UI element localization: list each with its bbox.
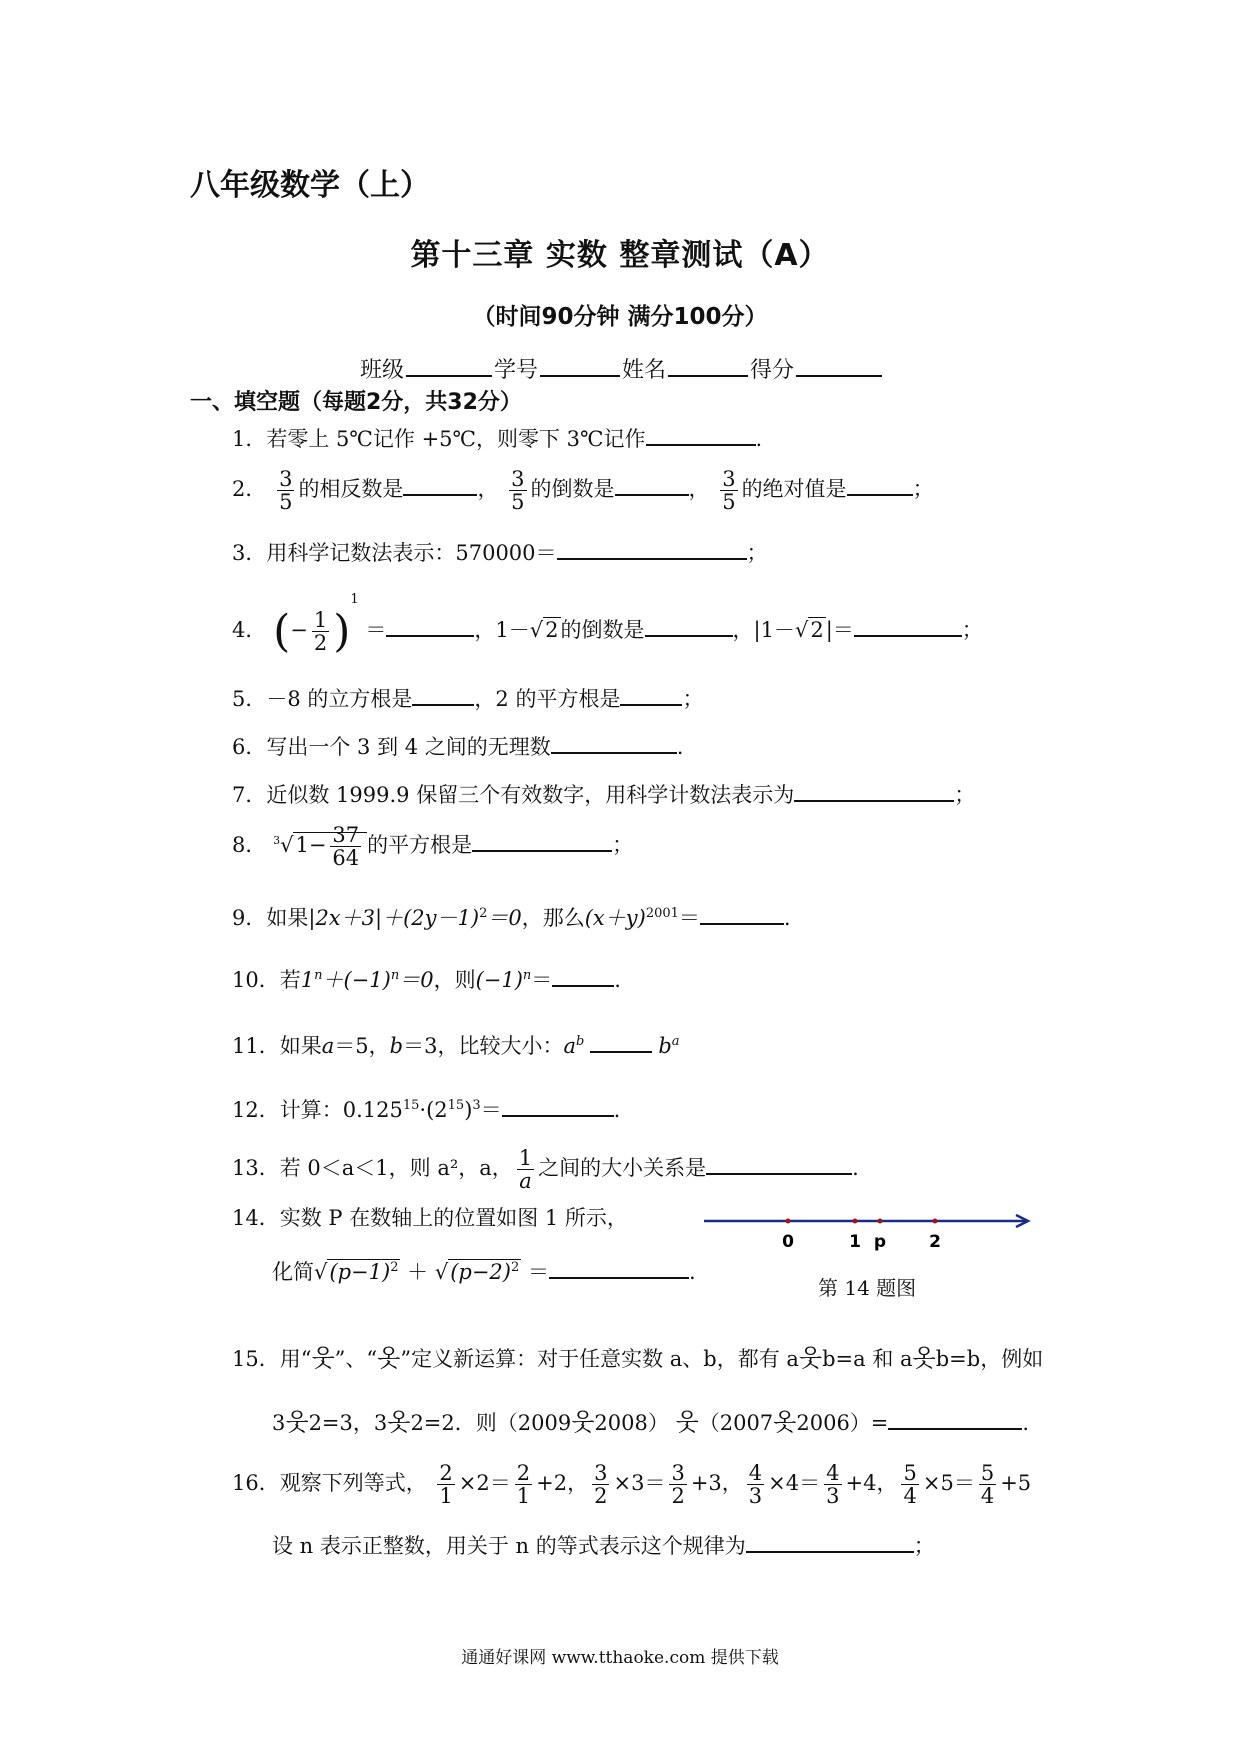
tick-p (878, 1219, 883, 1224)
question-13: 13．若 0＜a＜1，则 a²，a， $\frac{1}{a}$ 之间的大小关系是 . (232, 1146, 859, 1194)
question-11-text: 11．如果 (232, 1034, 322, 1058)
question-14 (232, 1202, 628, 1232)
question-14-text: 14．实数 P 在数轴上的位置如图 1 所示， (232, 1206, 628, 1230)
stick-figure-icon: 옷 (773, 1408, 797, 1436)
question-1: 1．若零上 5℃记作 +5℃，则零下 3℃记作 . (232, 423, 762, 453)
question-6: 6．写出一个 3 到 4 之间的无理数 . (232, 731, 683, 761)
question-11: 11．如果a＝5，b＝3，比较大小：$a^b$ $b^a$ (232, 1030, 680, 1060)
q15-a: 15．用“ (232, 1347, 312, 1371)
class-label: 班级 (360, 358, 405, 383)
question-10: 10．若$1^n+(-1)^n=0$，则$(-1)^n=$ . (232, 964, 621, 994)
answer-blank[interactable] (794, 780, 954, 802)
question-1-text: 1．若零上 5℃记作 +5℃，则零下 3℃记作 (232, 427, 646, 451)
question-12: 12．计算：$0.125^{15}\cdot(2^{15})^3=$ . (232, 1094, 620, 1124)
question-8-number: 8． (232, 833, 267, 858)
footer-credit: 通通好课网 www.tthaoke.com 提供下载 (461, 1648, 779, 1668)
score-label: 得分 (750, 358, 795, 383)
question-3: 3．用科学记数法表示：570000＝ ； (232, 537, 768, 567)
stick-figure-icon: 웃 (571, 1408, 595, 1436)
q15-j: 2006）= (796, 1411, 889, 1435)
section-heading: 一、填空题（每题2分，共32分） (190, 390, 522, 415)
number-label: 学号 (494, 358, 539, 383)
question-7-text: 7．近似数 1999.9 保留三个有效数字，用科学计数法表示为 (232, 783, 795, 807)
question-2-number: 2． (232, 477, 267, 502)
question-14-text-b: 化简 (272, 1260, 314, 1284)
stick-figure-icon: 웃 (798, 1344, 823, 1372)
question-9-text: 9．如果 (232, 906, 309, 930)
q15-d: b=a 和 a (822, 1347, 913, 1371)
question-4-number: 4． (232, 618, 267, 642)
q2-text-b: 的倒数是 (530, 477, 615, 502)
q4-text-c: ，|1－ (732, 618, 795, 642)
question-4: 4． (− $\frac{1}{2}$ )$^1$ ＝ ，1－√2的倒数是 ，|1－√2|＝ ； (232, 592, 983, 657)
q4-text-d: |＝ (825, 618, 854, 642)
question-16: 16．观察下列等式， $\frac{2}{1}$ ×2＝ $\frac{2}{1}$ +2， $\frac{3}{2}$ ×3＝ $\frac{3}{2}$ +3， $\frac{4}{3}$ ×4＝ $\frac{4}{3}$ +4， $\frac{5}{4}$ ×5＝ $\frac{5}{4}$ +5 (232, 1461, 1032, 1509)
question-10-text-b: ，则 (433, 968, 476, 992)
fraction-3-5: $\frac{3}{5}$ (722, 467, 736, 515)
question-15-line2: 3웃2=3，3옷2=2．则（2009웃2008） 웃（2007옷2006）= . (272, 1408, 1030, 1436)
question-15 (232, 1338, 1043, 1373)
question-14-line2: 化简$√(p-1)^2 + √(p-2)^2$ ＝ . (272, 1256, 696, 1286)
name-label: 姓名 (622, 358, 667, 383)
number-field[interactable] (540, 353, 620, 377)
question-13-text-b: 之间的大小关系是 (538, 1156, 707, 1181)
q15-e: b=b，例如 (935, 1347, 1044, 1371)
answer-blank[interactable] (472, 830, 612, 852)
q15-h: 2008） (594, 1411, 669, 1435)
answer-blank[interactable] (502, 1095, 614, 1117)
question-6-text: 6．写出一个 3 到 4 之间的无理数 (232, 735, 551, 759)
q2-text-a: 的相反数是 (298, 477, 404, 502)
stick-figure-icon: 옷 (912, 1344, 936, 1372)
answer-blank[interactable] (615, 474, 689, 496)
name-field[interactable] (668, 353, 748, 377)
answer-blank[interactable] (557, 538, 747, 560)
q15-b: ”、“ (334, 1347, 378, 1371)
answer-blank[interactable] (746, 1531, 914, 1553)
answer-blank[interactable] (403, 474, 477, 496)
q15-f: 2=3，3 (308, 1411, 388, 1435)
question-12-text: 12．计算： (232, 1098, 343, 1122)
q4-text-b: 的倒数是 (560, 618, 645, 642)
q15-i: （2007 (698, 1411, 774, 1435)
q15-c: ”定义新运算：对于任意实数 a、b，都有 a (400, 1347, 799, 1371)
question-5-text-b: ，2 的平方根是 (474, 687, 621, 711)
question-7: 7．近似数 1999.9 保留三个有效数字，用科学计数法表示为 ； (232, 779, 975, 809)
question-3-text: 3．用科学记数法表示：570000＝ (232, 541, 557, 565)
question-2: 2． $\frac{3}{5}$ 的相反数是 ， $\frac{3}{5}$ 的倒数是 ， $\frac{3}{5}$ 的绝对值是 ； (232, 467, 934, 515)
q4-text-a: ，1－ (474, 618, 530, 642)
answer-blank[interactable] (646, 424, 756, 446)
figure-caption: 第 14 题图 (818, 1276, 917, 1300)
answer-blank[interactable] (590, 1031, 652, 1053)
label-p: p (873, 1232, 887, 1252)
stick-figure-icon: 웃 (285, 1408, 309, 1436)
label-2: 2 (929, 1232, 941, 1252)
answer-blank[interactable] (551, 732, 677, 754)
answer-blank[interactable] (412, 684, 474, 706)
page-title: 第十三章 实数 整章测试（A） (410, 238, 830, 273)
class-field[interactable] (406, 353, 492, 377)
tick-1 (853, 1219, 858, 1224)
answer-blank[interactable] (706, 1153, 852, 1175)
question-8: 8． $^3$√1− $\frac{37}{64}$ 的平方根是 ； (232, 823, 634, 871)
q15-line2: 3 (272, 1411, 286, 1435)
answer-blank[interactable] (549, 1257, 689, 1279)
question-11-text-b: ，比较大小： (437, 1034, 564, 1058)
fraction-1-a: $\frac{1}{a}$ (518, 1146, 533, 1194)
q15-g: 2=2．则（2009 (410, 1411, 572, 1435)
fraction-37-64: $\frac{37}{64}$ (332, 823, 360, 871)
answer-blank[interactable] (854, 615, 962, 637)
answer-blank[interactable] (888, 1408, 1022, 1430)
answer-blank[interactable] (700, 903, 784, 925)
fraction-1-2: $\frac{1}{2}$ (313, 607, 328, 655)
student-info-line (360, 353, 884, 384)
question-16-text-b: 设 n 表示正整数，用关于 n 的等式表示这个规律为 (272, 1534, 746, 1558)
label-0: 0 (782, 1232, 794, 1252)
label-1: 1 (849, 1232, 861, 1252)
stick-figure-icon: 웃 (675, 1408, 699, 1436)
tick-0 (786, 1219, 791, 1224)
question-8-text: 的平方根是 (367, 833, 473, 858)
stick-figure-icon: 옷 (387, 1408, 411, 1436)
answer-blank[interactable] (620, 684, 682, 706)
score-field[interactable] (796, 353, 882, 377)
answer-blank[interactable] (386, 615, 474, 637)
q2-text-c: 的绝对值是 (741, 477, 847, 502)
fraction-3-5: $\frac{3}{5}$ (511, 467, 525, 515)
tick-2 (933, 1219, 938, 1224)
grade-heading: 八年级数学（上） (190, 168, 430, 203)
stick-figure-icon: 웃 (311, 1344, 335, 1372)
answer-blank[interactable] (847, 474, 913, 496)
time-subtitle: （时间90分钟 满分100分） (472, 304, 768, 330)
answer-blank[interactable] (645, 615, 733, 637)
fraction-3-5: $\frac{3}{5}$ (279, 467, 293, 515)
question-16-line2: 设 n 表示正整数，用关于 n 的等式表示这个规律为 ； (272, 1530, 935, 1560)
question-5: 5．－8 的立方根是 ，2 的平方根是 ； (232, 683, 703, 713)
question-9-text-b: ，那么 (521, 906, 585, 930)
question-9: 9．如果$|2x+3|+(2y-1)^2=0$，那么$(x+y)^{2001}=$ . (232, 902, 791, 932)
question-5-text: 5．－8 的立方根是 (232, 687, 413, 711)
question-16-text: 16．观察下列等式， (232, 1471, 427, 1496)
question-13-text: 13．若 0＜a＜1，则 a²，a， (232, 1156, 513, 1181)
question-10-text: 10．若 (232, 968, 301, 992)
stick-figure-icon: 옷 (377, 1344, 401, 1372)
answer-blank[interactable] (552, 965, 614, 987)
number-line-figure (700, 1205, 1040, 1255)
